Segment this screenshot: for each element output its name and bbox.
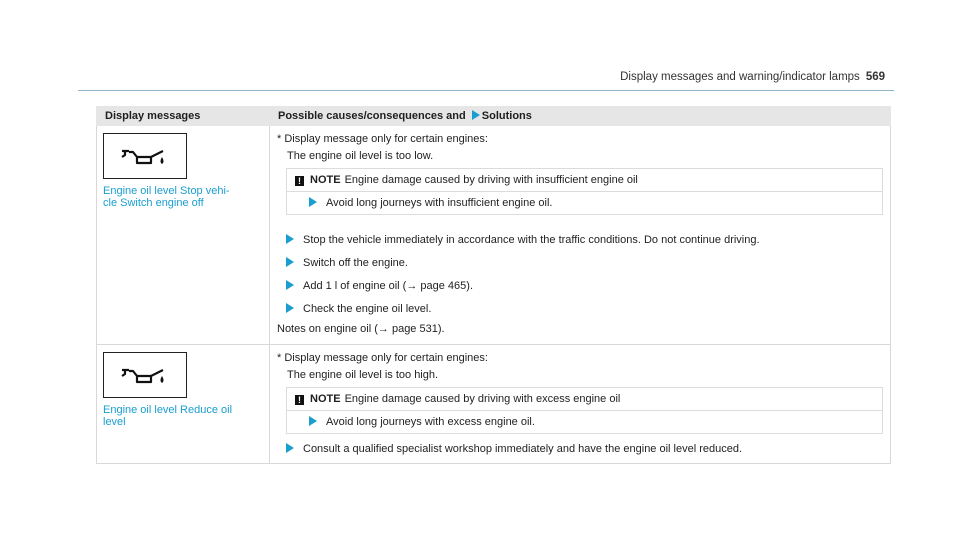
message-text: Engine oil level Stop vehi-cle Switch engine off: [103, 185, 230, 209]
message-cell: [97, 345, 270, 464]
footnote: Notes on engine oil (→ page 531).: [277, 323, 445, 335]
page-number: 569: [865, 71, 885, 83]
running-header: [620, 71, 885, 83]
list-item: Switch off the engine.: [286, 255, 883, 271]
table-row: [97, 345, 891, 464]
table-header-row: [97, 107, 891, 126]
play-triangle-icon: [472, 110, 480, 120]
list-item: Stop the vehicle immediately in accordance with the traffic conditions. Do not continue driving.: [286, 232, 883, 248]
notice-box: ! NOTE Engine damage caused by driving with insufficient engine oil Avoid long journeys with insufficient engine oil.: [286, 168, 883, 215]
play-triangle-icon: [286, 303, 294, 313]
star-note: * Display message only for certain engines:: [277, 133, 488, 145]
notice-box: ! NOTE Engine damage caused by driving with excess engine oil Avoid long journeys with excess engine oil.: [286, 387, 883, 434]
play-triangle-icon: [309, 416, 317, 426]
play-triangle-icon: [286, 234, 294, 244]
oil-can-icon: [103, 133, 187, 179]
play-triangle-icon: [286, 443, 294, 453]
message-cell: [97, 126, 270, 345]
list-item: Consult a qualified specialist workshop immediately and have the engine oil level reduced.: [286, 441, 883, 457]
solution-cell: [270, 345, 891, 464]
cause-text: The engine oil level is too low.: [287, 150, 434, 162]
play-triangle-icon: [286, 257, 294, 267]
cause-text: The engine oil level is too high.: [287, 369, 439, 381]
star-note: * Display message only for certain engines:: [277, 352, 488, 364]
message-text: Engine oil level Reduce oil level: [103, 404, 233, 428]
oil-can-icon: [103, 352, 187, 398]
col-causes-solutions: Possible causes/consequences and Solutions: [270, 107, 891, 126]
display-messages-table: [96, 106, 891, 464]
header-title: Display messages and warning/indicator lamps: [620, 71, 860, 83]
col-display-messages: Display messages: [97, 107, 270, 126]
table-row: [97, 126, 891, 345]
play-triangle-icon: [309, 197, 317, 207]
play-triangle-icon: [286, 280, 294, 290]
list-item: Check the engine oil level.: [286, 301, 883, 317]
warning-icon: !: [295, 395, 304, 405]
list-item: Add 1 l of engine oil (→ page 465).: [286, 278, 883, 294]
solution-cell: [270, 126, 891, 345]
header-rule: [78, 90, 894, 91]
warning-icon: !: [295, 176, 304, 186]
